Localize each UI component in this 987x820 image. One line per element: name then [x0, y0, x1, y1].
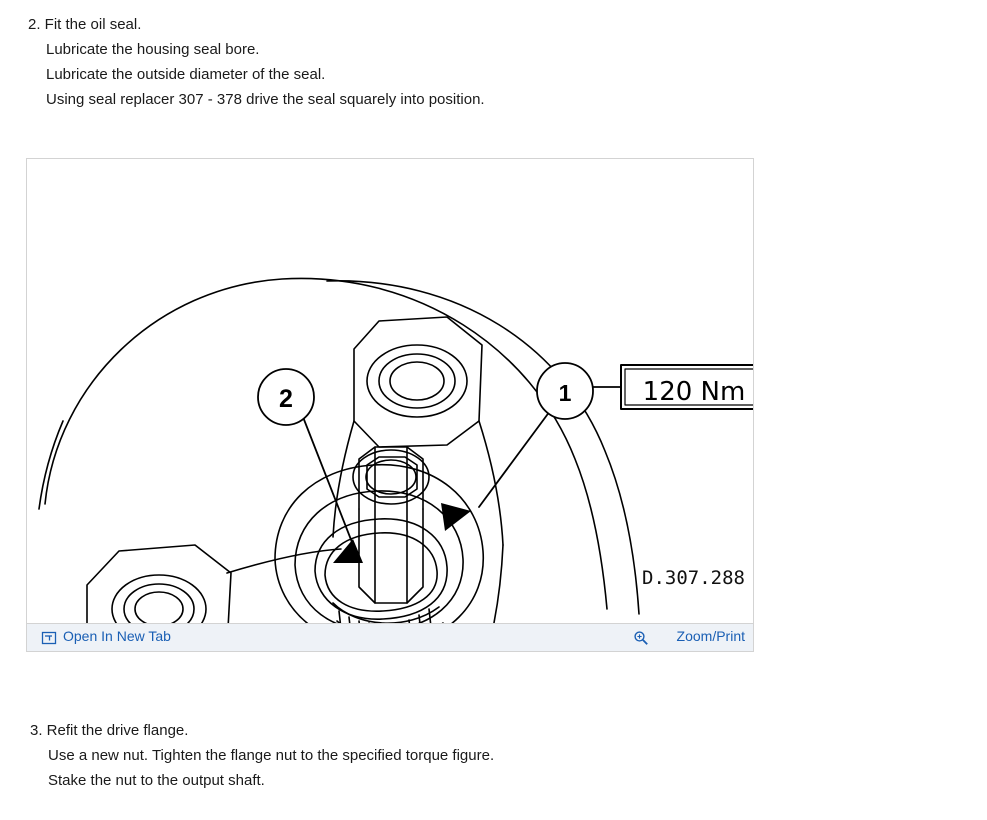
step-2-line-1: Lubricate the housing seal bore. — [46, 41, 260, 58]
open-in-new-tab-icon — [41, 630, 57, 646]
figure-card — [26, 158, 754, 652]
step-2-line-3: Using seal replacer 307 - 378 drive the seal squarely into position. — [46, 91, 485, 108]
step-3-line-2: Stake the nut to the output shaft. — [48, 772, 265, 789]
step-3-block — [30, 718, 494, 793]
callout-number-2: 2 — [279, 385, 293, 413]
step-2-heading: 2. Fit the oil seal. — [28, 16, 142, 33]
step-2-line-2: Lubricate the outside diameter of the seal. — [46, 66, 326, 83]
differential-housing-drawing — [27, 159, 753, 623]
step-3-line-1: Use a new nut. Tighten the flange nut to the specified torque figure. — [48, 747, 495, 764]
figure-reference-code: D.307.288 — [642, 567, 745, 589]
step-2-block — [28, 12, 485, 112]
arrowhead-1 — [441, 503, 471, 531]
torque-value-label: 120 Nm — [642, 377, 746, 407]
figure-toolbar — [27, 623, 753, 651]
technical-diagram — [27, 159, 753, 623]
magnifier-icon — [633, 630, 649, 646]
zoom-print-link[interactable]: Zoom/Print — [676, 628, 745, 644]
open-in-new-tab-link[interactable]: Open In New Tab — [63, 628, 171, 644]
step-3-heading: 3. Refit the drive flange. — [30, 722, 189, 739]
callout-number-1: 1 — [558, 380, 572, 406]
